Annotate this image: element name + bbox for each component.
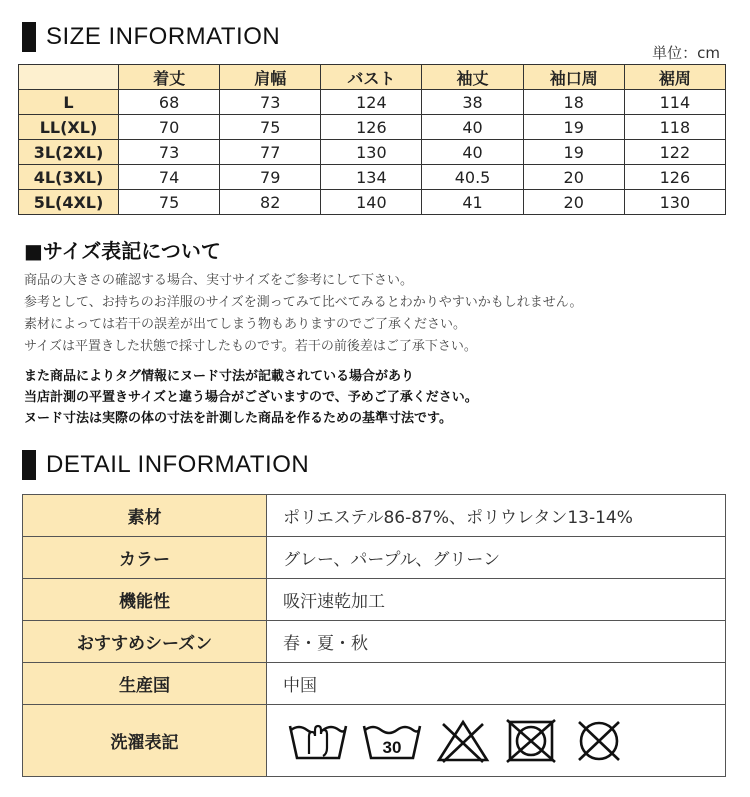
- table-cell: 122: [624, 140, 725, 165]
- table-cell: 77: [220, 140, 321, 165]
- table-cell: 140: [321, 190, 422, 215]
- table-cell: 20: [523, 190, 624, 215]
- unit-label: 単位：cm: [652, 44, 720, 62]
- row-label: 3L(2XL): [19, 140, 119, 165]
- nude-size-notes: [24, 366, 478, 429]
- table-row: [19, 115, 726, 140]
- table-cell: 18: [523, 90, 624, 115]
- detail-label: 生産国: [23, 663, 267, 705]
- detail-section-heading: [22, 450, 309, 480]
- table-cell: 114: [624, 90, 725, 115]
- detail-row-material: [23, 495, 726, 537]
- size-section-title: SIZE INFORMATION: [46, 23, 281, 50]
- hand-wash-icon: [287, 718, 349, 764]
- heading-bar: [22, 450, 36, 480]
- detail-value: 春・夏・秋: [267, 621, 726, 663]
- detail-label: 洗濯表記: [23, 705, 267, 777]
- table-cell: 70: [119, 115, 220, 140]
- column-header: 袖口周: [523, 65, 624, 90]
- detail-row-care: [23, 705, 726, 777]
- table-cell: 40: [422, 115, 523, 140]
- note-line: 素材によっては若干の誤差が出てしまう物もありますのでご了承ください。: [24, 317, 467, 332]
- wash-30-icon: [361, 718, 423, 764]
- size-table-corner: [19, 65, 119, 90]
- table-cell: 20: [523, 165, 624, 190]
- table-cell: 134: [321, 165, 422, 190]
- table-cell: 38: [422, 90, 523, 115]
- table-cell: 75: [119, 190, 220, 215]
- detail-row-function: [23, 579, 726, 621]
- care-symbols: [267, 705, 726, 777]
- no-tumble-dry-icon: [503, 718, 559, 764]
- detail-label: おすすめシーズン: [23, 621, 267, 663]
- row-label: LL(XL): [19, 115, 119, 140]
- bold-note-line: また商品によりタグ情報にヌード寸法が記載されている場合があり: [24, 369, 415, 384]
- table-row: [19, 165, 726, 190]
- no-bleach-icon: [435, 718, 491, 764]
- size-table-header-row: [19, 65, 726, 90]
- no-dry-clean-icon: [571, 718, 627, 764]
- detail-table: [22, 494, 726, 777]
- detail-row-origin: [23, 663, 726, 705]
- detail-value: 中国: [267, 663, 726, 705]
- detail-value: 吸汗速乾加工: [267, 579, 726, 621]
- detail-value: グレー、パープル、グリーン: [267, 537, 726, 579]
- detail-row-color: [23, 537, 726, 579]
- table-cell: 19: [523, 115, 624, 140]
- table-row: [19, 140, 726, 165]
- column-header: 肩幅: [220, 65, 321, 90]
- table-cell: 118: [624, 115, 725, 140]
- detail-label: カラー: [23, 537, 267, 579]
- table-cell: 73: [119, 140, 220, 165]
- wash-temp-label: 30: [382, 737, 402, 757]
- detail-section-title: DETAIL INFORMATION: [46, 451, 310, 478]
- detail-label: 機能性: [23, 579, 267, 621]
- row-label: L: [19, 90, 119, 115]
- column-header: バスト: [321, 65, 422, 90]
- table-cell: 126: [321, 115, 422, 140]
- table-cell: 73: [220, 90, 321, 115]
- detail-label: 素材: [23, 495, 267, 537]
- table-cell: 126: [624, 165, 725, 190]
- table-cell: 40.5: [422, 165, 523, 190]
- table-cell: 40: [422, 140, 523, 165]
- detail-row-season: [23, 621, 726, 663]
- column-header: 着丈: [119, 65, 220, 90]
- row-label: 4L(3XL): [19, 165, 119, 190]
- row-label: 5L(4XL): [19, 190, 119, 215]
- table-row: [19, 90, 726, 115]
- size-table: [18, 64, 726, 215]
- table-cell: 79: [220, 165, 321, 190]
- heading-bar: [22, 22, 36, 52]
- table-cell: 41: [422, 190, 523, 215]
- size-notes-title: ■サイズ表記について: [24, 239, 221, 263]
- size-section-heading: [22, 22, 280, 52]
- size-notes: [24, 270, 582, 358]
- table-cell: 124: [321, 90, 422, 115]
- column-header: 裾周: [624, 65, 725, 90]
- table-cell: 74: [119, 165, 220, 190]
- bold-note-line: 当店計測の平置きサイズと違う場合がございますので、予めご了承ください。: [24, 390, 478, 405]
- table-cell: 75: [220, 115, 321, 140]
- note-line: 参考として、お持ちのお洋服のサイズを測ってみて比べてみるとわかりやすいかもしれません。: [24, 295, 583, 310]
- table-cell: 130: [321, 140, 422, 165]
- note-line: サイズは平置きした状態で採寸したものです。若干の前後差はご了承下さい。: [24, 339, 477, 354]
- table-cell: 68: [119, 90, 220, 115]
- column-header: 袖丈: [422, 65, 523, 90]
- table-cell: 19: [523, 140, 624, 165]
- note-line: 商品の大きさの確認する場合、実寸サイズをご参考にして下さい。: [24, 273, 413, 288]
- table-cell: 82: [220, 190, 321, 215]
- table-cell: 130: [624, 190, 725, 215]
- table-row: [19, 190, 726, 215]
- bold-note-line: ヌード寸法は実際の体の寸法を計測した商品を作るための基準寸法です。: [24, 411, 452, 426]
- detail-value: ポリエステル86-87%、ポリウレタン13-14%: [267, 495, 726, 537]
